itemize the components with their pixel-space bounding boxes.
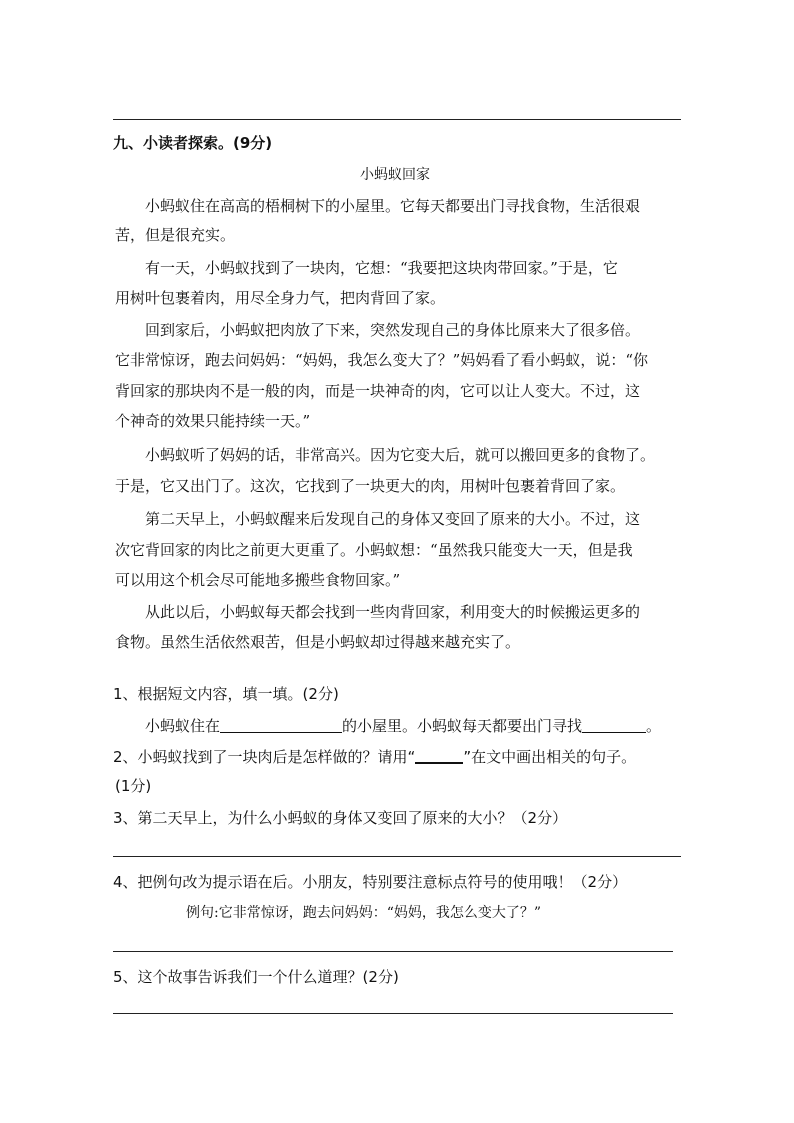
answer-blank[interactable] xyxy=(220,716,342,733)
story-line: 从此以后，小蚂蚁每天都会找到一些肉背回家，利用变大的时候搬运更多的 xyxy=(145,603,641,621)
question-3: 3、第二天早上，为什么小蚂蚁的身体又变回了原来的大小？（2分） xyxy=(113,809,568,827)
answer-line[interactable] xyxy=(113,951,673,952)
story-line: 于是，它又出门了。这次，它找到了一块更大的肉，用树叶包裹着背回了家。 xyxy=(115,477,626,495)
story-line: 苦，但是很充实。 xyxy=(115,226,236,244)
story-line: 回到家后，小蚂蚁把肉放了下来，突然发现自己的身体比原来大了很多倍。 xyxy=(145,321,641,339)
story-line: 第二天早上，小蚂蚁醒来后发现自己的身体又变回了原来的大小。不过，这 xyxy=(145,510,641,528)
fill-text: 。 xyxy=(646,717,662,735)
question-1: 1、根据短文内容，填一填。(2分) xyxy=(113,685,339,703)
answer-line[interactable] xyxy=(113,1013,673,1014)
question-1-fill xyxy=(145,716,661,736)
question-4: 4、把例句改为提示语在后。小朋友，特别要注意标点符号的使用哦！（2分） xyxy=(113,873,628,891)
fill-text: 小蚂蚁住在 xyxy=(145,717,221,735)
question-text: 2、小蚂蚁找到了一块肉后是怎样做的？请用“ xyxy=(113,748,416,766)
story-line: 食物。虽然生活依然艰苦，但是小蚂蚁却过得越来越充实了。 xyxy=(115,633,521,651)
top-divider xyxy=(113,119,681,120)
story-line: 小蚂蚁听了妈妈的话，非常高兴。因为它变大后，就可以搬回更多的食物了。 xyxy=(145,446,656,464)
section-heading: 九、小读者探索。(9分) xyxy=(113,134,273,152)
story-line: 用树叶包裹着肉，用尽全身力气，把肉背回了家。 xyxy=(115,289,446,307)
answer-blank[interactable] xyxy=(582,716,646,733)
story-line: 可以用这个机会尽可能地多搬些食物回家。” xyxy=(115,571,401,589)
underline-sample xyxy=(415,746,463,764)
question-5: 5、这个故事告诉我们一个什么道理？(2分) xyxy=(113,968,399,986)
story-line: 背回家的那块肉不是一般的肉，而是一块神奇的肉，它可以让人变大。不过，这 xyxy=(115,382,641,400)
story-line: 个神奇的效果只能持续一天。” xyxy=(115,412,311,430)
story-title: 小蚂蚁回家 xyxy=(360,167,430,183)
question-2-score: (1分) xyxy=(115,777,152,795)
answer-line[interactable] xyxy=(113,856,681,857)
story-line: 小蚂蚁住在高高的梧桐树下的小屋里。它每天都要出门寻找食物，生活很艰 xyxy=(145,197,641,215)
story-line: 它非常惊讶，跑去问妈妈：“妈妈，我怎么变大了？”妈妈看了看小蚂蚁，说：“你 xyxy=(115,351,649,369)
story-line: 有一天，小蚂蚁找到了一块肉，它想：“我要把这块肉带回家。”于是，它 xyxy=(145,259,618,277)
question-2 xyxy=(113,746,636,767)
story-line: 次它背回家的肉比之前更大更重了。小蚂蚁想：“虽然我只能变大一天，但是我 xyxy=(115,541,633,559)
question-text: ”在文中画出相关的句子。 xyxy=(463,748,637,766)
fill-text: 的小屋里。小蚂蚁每天都要出门寻找 xyxy=(342,717,583,735)
example-sentence: 例句:它非常惊讶，跑去问妈妈：“妈妈，我怎么变大了？” xyxy=(186,905,542,921)
